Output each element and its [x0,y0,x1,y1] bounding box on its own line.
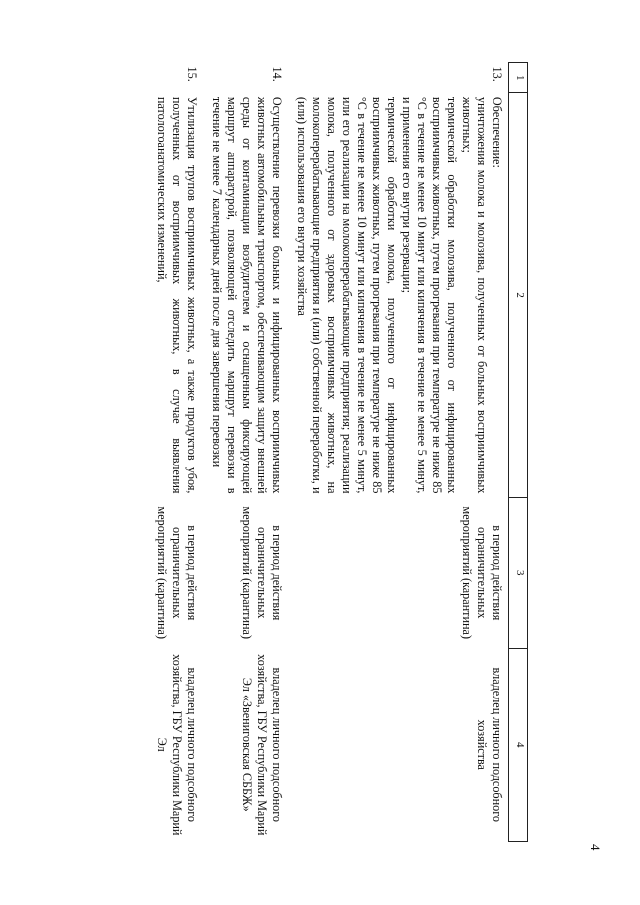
row-term: в период действия ограничительных мероприятий (карантина) [460,506,504,640]
row-number: 13. [490,66,504,82]
row-description [148,93,203,498]
row-number: 14. [270,66,284,82]
row-term: в период действия ограничительных мероприятий (карантина) [155,506,199,640]
description-line: термической обработки молока, полученного от инфицированных восприимчивых животных, путем прогревания при температуре не ниже 85 °С в течение не менее 10 минут или кипячения в течение не менее 5 минут, или его реализации на молокоперерабатывающие предприятия; реализации молока, полученного от здоровых восприимчивых животных, на молокоперерабатывающие предприятия и (или) собственной переработки, и (или) использования его внутри хозяйства [295,96,399,494]
row-responsible: владелец личного подсобного хозяйства [475,667,504,823]
measures-table [148,62,528,842]
row-number: 15. [185,66,199,82]
row-description [288,93,509,498]
header-col-2: 2 [509,93,528,498]
header-col-1: 1 [509,63,528,93]
description-line: Утилизация трупов восприимчивых животных, а также продуктов убоя, полученных от восприимчивых животных, в случае выявления патологоанатомических изменений, [155,96,199,494]
description-line: термической обработки молозива, полученного от инфицированных восприимчивых животных, путем прогревания при температуре не ниже 85 °С в течение не менее 10 минут или кипячения в течение не менее 5 минут, и применения его внутри резервации; [400,96,459,494]
row-responsible: владелец личного подсобного хозяйства, ГБУ Республики Марий Эл [155,654,199,836]
rotated-table-container [58,62,528,842]
row-responsible: владелец личного подсобного хозяйства, ГБУ Республики Марий Эл «Звениговская СББЖ» [240,654,284,836]
row-term: в период действия ограничительных мероприятий (карантина) [240,506,284,640]
header-col-3: 3 [509,497,528,648]
header-col-4: 4 [509,648,528,841]
description-line: уничтожения молока и молозива, полученных от больных восприимчивых животных; [460,96,489,494]
description-line: Обеспечение: [490,96,504,168]
table-row [203,63,288,842]
row-description [203,93,288,498]
description-line: Осуществление перевозки больных и инфицированных восприимчивых животных автомобильным транспортом, обеспечивающим защиту внешней среды от контаминации возбудителем и оснащенным фиксирующей маршрут аппаратурой, позволяющей отследить маршрут перевозки в течение не менее 7 календарных дней после дня завершения перевозки [210,96,284,494]
table-row [148,63,203,842]
page-number: 4 [588,844,603,851]
table-row [288,63,509,842]
table-header-row [509,63,528,842]
